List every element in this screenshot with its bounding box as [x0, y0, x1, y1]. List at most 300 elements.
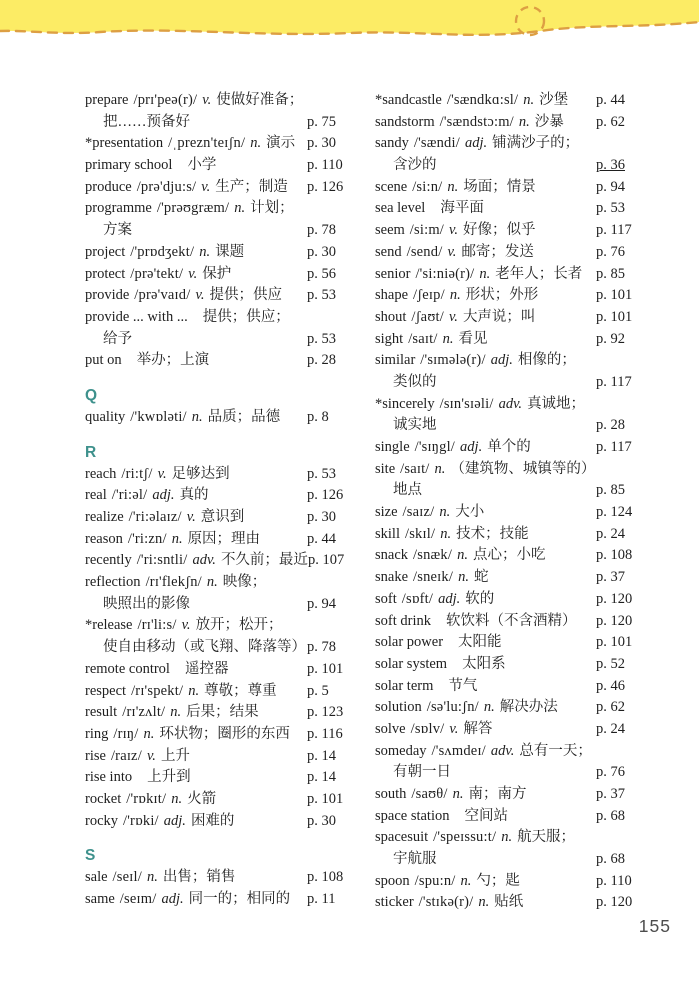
page-ref: p. 44 — [596, 92, 625, 108]
entry-phonetic: /'kwɒləti/ — [130, 408, 187, 425]
entry-continuation-line — [85, 329, 357, 351]
entry-word: *sincerely — [375, 395, 435, 412]
entry-part-of-speech: n. — [206, 574, 218, 591]
entry-translation: 给予 — [103, 330, 132, 347]
entry-phonetic: /saɪt/ — [400, 460, 430, 477]
entry-translation: 足够达到 — [171, 465, 230, 482]
entry-part-of-speech: v. — [448, 308, 458, 325]
page-ref: p. 8 — [307, 408, 329, 425]
entry-continuation-line — [375, 849, 660, 871]
entry-text — [85, 889, 307, 911]
entry-word: scene — [375, 178, 408, 195]
entry-row — [85, 264, 357, 286]
entry-text — [85, 242, 307, 264]
entry-part-of-speech: n. — [171, 530, 183, 547]
page-ref: p. 101 — [596, 308, 633, 325]
entry-row — [375, 784, 660, 806]
entry-translation: 出售；销售 — [162, 869, 236, 886]
entry-text — [85, 350, 307, 372]
entry-phonetic: /seɪm/ — [119, 891, 157, 907]
entry-row — [375, 394, 660, 416]
entry-phonetic: /'sɪŋgl/ — [414, 439, 456, 455]
entry-word: rocket — [85, 790, 122, 807]
section-letter-s: S — [85, 847, 96, 865]
entry-word: project — [85, 243, 126, 260]
entry-part-of-speech: n. — [143, 725, 155, 742]
entry-row — [85, 177, 357, 199]
entry-part-of-speech: adj. — [163, 812, 186, 829]
entry-part-of-speech: v. — [449, 720, 459, 737]
entry-text — [375, 892, 596, 914]
entry-part-of-speech: adv. — [498, 395, 523, 412]
entry-part-of-speech: n. — [452, 786, 464, 802]
entry-word: protect — [85, 265, 126, 282]
entry-part-of-speech: v. — [195, 287, 205, 304]
entry-row — [375, 611, 660, 633]
entry-word: someday — [375, 742, 427, 759]
entry-phonetic: /'ri:sntli/ — [136, 552, 188, 569]
entry-row — [375, 459, 660, 481]
entry-text — [375, 133, 596, 155]
entry-word: produce — [85, 178, 132, 195]
entry-phonetic: /'rɒkɪt/ — [126, 790, 167, 807]
page-ref: p. 108 — [596, 547, 633, 564]
entry-translation: 把……预备好 — [103, 113, 190, 130]
entry-row — [85, 767, 357, 789]
entry-word: shout — [375, 308, 407, 325]
entry-translation: 宇航服 — [393, 851, 437, 868]
entry-word: reason — [85, 530, 123, 547]
entry-translation: 上升到 — [147, 769, 191, 786]
entry-text — [375, 589, 596, 611]
entry-part-of-speech: adj. — [464, 135, 488, 152]
entry-word: remote control — [85, 660, 170, 677]
entry-word: provide ... with ... — [85, 308, 188, 325]
entry-phonetic: /sneɪk/ — [413, 569, 454, 586]
entry-word: single — [375, 439, 410, 455]
entry-text — [375, 264, 596, 286]
entry-part-of-speech: v. — [188, 265, 198, 282]
entry-translation: 形状；外形 — [465, 287, 539, 304]
entry-text — [375, 372, 596, 394]
glossary-column-right — [375, 90, 660, 914]
entry-phonetic: /sɪn'sɪəli/ — [439, 395, 494, 412]
entry-part-of-speech: adj. — [161, 891, 184, 907]
entry-part-of-speech: v. — [201, 178, 211, 195]
entry-translation: 软的 — [465, 590, 495, 607]
entry-phonetic: /send/ — [406, 243, 443, 260]
entry-text — [85, 767, 307, 789]
entry-text — [85, 329, 307, 351]
entry-word: reflection — [85, 574, 141, 591]
entry-word: *sandcastle — [375, 92, 442, 108]
entry-row — [85, 242, 357, 264]
entry-row — [85, 198, 357, 220]
page-ref: p. 107 — [307, 552, 345, 569]
page-ref: p. 78 — [307, 222, 336, 239]
page-ref: p. 53 — [307, 330, 336, 347]
entry-translation: 看见 — [458, 330, 488, 347]
entry-translation: 解决办法 — [499, 699, 558, 716]
entry-word: solve — [375, 720, 406, 737]
entry-phonetic: /saɪt/ — [408, 330, 438, 347]
page-ref: p. 62 — [596, 699, 625, 716]
entry-translation: 老年人；长者 — [495, 265, 583, 282]
page-ref: p. 117 — [596, 439, 632, 455]
entry-translation: 提供；供应； — [202, 308, 290, 325]
page-ref: p. 11 — [307, 891, 336, 907]
entry-row — [85, 789, 357, 811]
entry-phonetic: /ˌprezn'teɪʃn/ — [168, 135, 246, 152]
entry-text — [375, 676, 596, 698]
entry-translation: 太阳能 — [458, 634, 502, 651]
page-ref: p. 53 — [307, 465, 336, 482]
entry-translation: 尊敬；尊重 — [204, 682, 277, 699]
page-ref: p. 126 — [307, 178, 344, 195]
entry-phonetic: /seɪl/ — [112, 869, 142, 886]
entry-word: result — [85, 704, 118, 721]
entry-translation: 解答 — [463, 720, 493, 737]
page-ref: p. 68 — [596, 807, 625, 824]
entry-text — [375, 849, 596, 871]
entry-part-of-speech: v. — [157, 465, 167, 482]
entry-row — [375, 697, 660, 719]
entry-word: sale — [85, 869, 108, 886]
page-ref: p. 5 — [307, 682, 329, 699]
entry-translation: 课题 — [215, 243, 245, 260]
entry-row — [85, 724, 357, 746]
entry-row — [85, 507, 357, 529]
entry-translation: 小学 — [187, 157, 217, 174]
entry-part-of-speech: n. — [518, 113, 530, 130]
entry-translation: 铺满沙子的； — [492, 135, 580, 152]
entry-part-of-speech: v. — [186, 509, 196, 525]
entry-phonetic: /sə'lu:ʃn/ — [426, 699, 479, 716]
section-letter-q: Q — [85, 386, 98, 404]
entry-row — [375, 654, 660, 676]
entry-text — [85, 198, 307, 220]
entry-continuation-line — [85, 220, 357, 242]
entry-phonetic: /rɪ'flekʃn/ — [145, 574, 202, 591]
entry-text — [85, 112, 307, 134]
page-ref: p. 30 — [307, 509, 336, 525]
entry-text — [85, 485, 307, 507]
entry-translation: 地点 — [393, 482, 422, 499]
entry-translation: 不久前；最近 — [220, 552, 308, 569]
entry-translation: 生产；制造 — [215, 178, 288, 195]
entry-word: recently — [85, 552, 132, 569]
entry-translation: 提供；供应 — [209, 287, 282, 304]
entry-text — [85, 550, 308, 572]
entry-row — [85, 811, 357, 833]
entry-word: seem — [375, 222, 405, 239]
page-ref: p. 120 — [596, 612, 633, 629]
entry-part-of-speech: adv. — [490, 742, 515, 759]
entry-translation: 海平面 — [440, 200, 484, 217]
entry-translation: 邮寄；发送 — [461, 243, 534, 260]
entry-row — [375, 350, 660, 372]
entry-row — [375, 198, 660, 220]
entry-row — [85, 889, 357, 911]
entry-part-of-speech: adj. — [490, 352, 513, 369]
entry-translation: 真的 — [179, 487, 209, 504]
page-ref: p. 46 — [596, 677, 625, 694]
entry-word: provide — [85, 287, 130, 304]
entry-word: solar system — [375, 655, 448, 672]
page-ref: p. 56 — [307, 265, 336, 282]
entry-translation: 演示 — [266, 135, 296, 152]
entry-translation: 环状物；圈形的东西 — [159, 725, 290, 742]
entry-text — [85, 307, 307, 329]
entry-translation: 太阳系 — [462, 655, 506, 672]
entry-word: quality — [85, 408, 126, 425]
entry-word: *presentation — [85, 135, 164, 152]
entry-row — [375, 177, 660, 199]
page-ref: p. 92 — [596, 330, 625, 347]
entry-text — [85, 867, 307, 889]
entry-word: south — [375, 786, 407, 802]
entry-row — [375, 220, 660, 242]
entry-text — [85, 507, 307, 529]
page-ref: p. 85 — [596, 482, 625, 499]
entry-row — [85, 464, 357, 486]
entry-part-of-speech: n. — [434, 460, 446, 477]
entry-phonetic: /snæk/ — [413, 547, 453, 564]
entry-translation: 举办；上演 — [136, 352, 210, 369]
entry-part-of-speech: n. — [523, 92, 535, 108]
entry-part-of-speech: n. — [199, 243, 211, 260]
page-ref: p. 78 — [307, 639, 336, 656]
entry-word: solar term — [375, 677, 434, 694]
page-ref: p. 120 — [596, 590, 633, 607]
entry-row — [85, 572, 357, 594]
page-ref: p. 101 — [307, 790, 344, 807]
entry-phonetic: /saɪz/ — [402, 504, 435, 521]
page-ref: p. 68 — [596, 851, 625, 868]
glossary-column-left — [85, 90, 357, 914]
entry-row — [375, 806, 660, 828]
entry-text — [375, 307, 596, 329]
entry-text — [85, 615, 307, 637]
entry-phonetic: /rɪ'li:s/ — [137, 617, 177, 634]
entry-translation: 真诚地； — [527, 395, 586, 412]
entry-word: reach — [85, 465, 117, 482]
entry-phonetic: /'sændi/ — [413, 135, 460, 152]
entry-text — [85, 681, 307, 703]
entry-part-of-speech: v. — [146, 747, 156, 764]
entry-text — [375, 806, 596, 828]
page-ref: p. 124 — [596, 504, 633, 521]
entry-phonetic: /'rɒki/ — [123, 812, 159, 829]
entry-phonetic: /'speɪssu:t/ — [433, 829, 497, 846]
entry-word: rise — [85, 747, 106, 764]
entry-text — [375, 502, 596, 524]
entry-translation: 蛇 — [473, 569, 489, 586]
page-ref: p. 110 — [596, 872, 632, 889]
entry-continuation-line — [375, 372, 660, 394]
entry-translation: 计划； — [250, 200, 294, 217]
entry-continuation-line — [375, 480, 660, 502]
entry-phonetic: /spu:n/ — [414, 872, 456, 889]
entry-translation: 方案 — [103, 222, 132, 239]
entry-phonetic: /sɒlv/ — [410, 720, 445, 737]
entry-translation: 场面；情景 — [463, 178, 536, 195]
page-ref: p. 30 — [307, 812, 336, 829]
page-ref: p. 37 — [596, 569, 625, 586]
entry-translation: 后果；结果 — [186, 704, 259, 721]
entry-text — [375, 329, 596, 351]
entry-phonetic: /sɒft/ — [401, 590, 434, 607]
entry-phonetic: /'stɪkə(r)/ — [418, 894, 474, 911]
entry-word: soft — [375, 590, 397, 607]
entry-text — [375, 242, 596, 264]
entry-text — [85, 811, 307, 833]
entry-row — [375, 329, 660, 351]
entry-text — [375, 524, 596, 546]
entry-row — [85, 485, 357, 507]
entry-row — [85, 350, 357, 372]
entry-translation: 勺；匙 — [476, 872, 520, 889]
page-ref: p. 101 — [307, 660, 344, 677]
entry-translation: 映像； — [222, 574, 267, 591]
page-ref: p. 24 — [596, 720, 625, 737]
entry-part-of-speech: n. — [439, 504, 451, 521]
entry-part-of-speech: n. — [442, 330, 454, 347]
page-ref: p. 30 — [307, 243, 336, 260]
entry-text — [375, 871, 596, 893]
entry-row — [375, 719, 660, 741]
page-ref: p. 62 — [596, 113, 625, 130]
entry-translation: 保护 — [202, 265, 232, 282]
entry-text — [375, 198, 596, 220]
entry-text — [375, 741, 596, 763]
entry-text — [375, 697, 596, 719]
entry-translation: 空间站 — [464, 807, 508, 824]
entry-phonetic: /ʃaʊt/ — [411, 308, 444, 325]
entry-translation: 贴纸 — [494, 894, 524, 911]
entry-part-of-speech: n. — [146, 869, 158, 886]
page-ref: p. 30 — [307, 135, 336, 152]
top-page-decoration — [0, 0, 699, 60]
page-ref: p. 53 — [307, 287, 336, 304]
entry-text — [375, 437, 596, 459]
entry-row — [85, 133, 357, 155]
entry-word: sandy — [375, 135, 409, 152]
entry-row — [85, 615, 357, 637]
entry-phonetic: /rɪ'spekt/ — [131, 682, 184, 699]
entry-phonetic: /prɪ'peə(r)/ — [133, 92, 198, 108]
entry-text — [375, 90, 596, 112]
entry-word: spacesuit — [375, 829, 429, 846]
entry-translation: 单个的 — [487, 439, 531, 455]
page-ref: p. 94 — [596, 178, 625, 195]
entry-text — [85, 177, 307, 199]
entry-translation: 意识到 — [200, 509, 245, 525]
entry-row — [85, 550, 357, 572]
entry-phonetic: /si:n/ — [412, 178, 443, 195]
entry-translation: 诚实地 — [393, 417, 437, 434]
entry-text — [375, 719, 596, 741]
entry-row — [375, 437, 660, 459]
entry-translation: 软饮料（不含酒精） — [445, 612, 577, 629]
entry-word: rocky — [85, 812, 119, 829]
entry-translation: 含沙的 — [393, 157, 437, 174]
page-ref: p. 75 — [307, 113, 336, 130]
entry-translation: 点心；小吃 — [472, 547, 546, 564]
entry-text — [85, 464, 307, 486]
entry-row — [375, 741, 660, 763]
entry-translation: 使自由移动（或飞翔、降落等） — [103, 639, 306, 656]
page-ref: p. 126 — [307, 487, 344, 504]
entry-translation: 类似的 — [393, 373, 437, 390]
entry-text — [85, 789, 307, 811]
entry-translation: 好像；似乎 — [463, 222, 536, 239]
entry-phonetic: /'si:niə(r)/ — [415, 265, 475, 282]
page-ref: p. 101 — [596, 287, 633, 304]
entry-row — [375, 676, 660, 698]
entry-text — [375, 459, 596, 481]
entry-row — [85, 407, 357, 429]
entry-translation: 品质；品德 — [207, 408, 281, 425]
entry-text — [85, 659, 307, 681]
entry-phonetic: /rɪ'zʌlt/ — [122, 704, 166, 721]
entry-text — [375, 350, 596, 372]
entry-text — [375, 784, 596, 806]
entry-translation: 上升 — [160, 747, 190, 764]
entry-part-of-speech: n. — [460, 872, 472, 889]
entry-part-of-speech: n. — [171, 790, 183, 807]
entry-phonetic: /prə'tekt/ — [130, 265, 184, 282]
entry-row — [85, 746, 357, 768]
entry-translation: 使做好准备； — [216, 92, 304, 108]
page-ref: p. 94 — [307, 595, 336, 612]
page-ref: p. 123 — [307, 704, 344, 721]
entry-text — [85, 529, 307, 551]
entry-word: size — [375, 504, 398, 521]
entry-word: same — [85, 891, 115, 907]
entry-word: space station — [375, 807, 450, 824]
entry-word: prepare — [85, 92, 129, 108]
entry-text — [85, 133, 307, 155]
entry-row — [375, 567, 660, 589]
entry-word: put on — [85, 352, 122, 369]
entry-text — [375, 632, 596, 654]
entry-row — [375, 502, 660, 524]
entry-word: site — [375, 460, 396, 477]
entry-part-of-speech: v. — [447, 243, 457, 260]
entry-part-of-speech: adj. — [152, 487, 175, 504]
entry-part-of-speech: n. — [170, 704, 182, 721]
entry-row — [85, 90, 357, 112]
entry-word: sticker — [375, 894, 414, 911]
entry-text — [85, 407, 307, 429]
entry-part-of-speech: v. — [202, 92, 212, 108]
entry-translation: 同一的；相同的 — [188, 891, 291, 907]
entry-phonetic: /'prəʊgræm/ — [156, 200, 230, 217]
entry-continuation-line — [85, 637, 357, 659]
entry-text — [375, 480, 596, 502]
entry-translation: 南；南方 — [468, 786, 527, 802]
entry-phonetic: /skɪl/ — [404, 525, 436, 542]
entry-row — [375, 307, 660, 329]
entry-row — [85, 702, 357, 724]
entry-text — [375, 394, 596, 416]
entry-part-of-speech: n. — [447, 178, 459, 195]
entry-part-of-speech: n. — [479, 265, 491, 282]
entry-text — [375, 545, 596, 567]
entry-phonetic: /'ri:zn/ — [127, 530, 167, 547]
entry-word: similar — [375, 352, 416, 369]
